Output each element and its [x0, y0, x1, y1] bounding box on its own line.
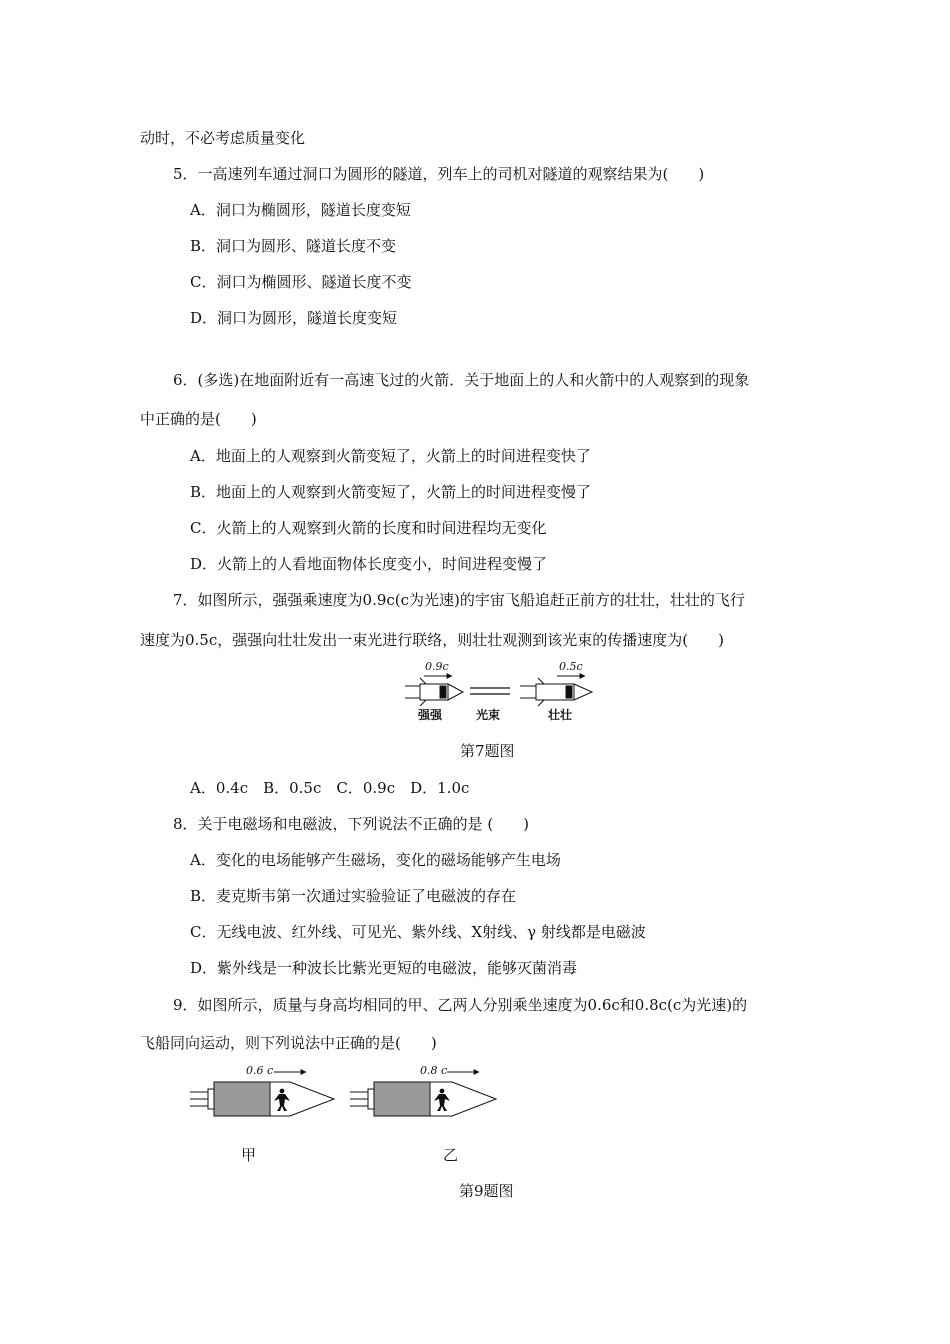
question-6-option-b: B．地面上的人观察到火箭变短了，火箭上的时间进程变慢了 [190, 483, 592, 501]
fig9-label-left: 甲 [241, 1146, 257, 1164]
continued-text: 动时，不必考虑质量变化 [140, 129, 306, 147]
fig7-speed-left: 0.9c [425, 660, 449, 673]
fig9-speed-left: 0.6 c [246, 1064, 274, 1077]
question-9-stem-line2: 飞船同向运动，则下列说法中正确的是( ) [140, 1034, 437, 1052]
question-6-option-d: D．火箭上的人看地面物体长度变小，时间进程变慢了 [190, 555, 548, 573]
question-8-option-b: B．麦克斯韦第一次通过实验验证了电磁波的存在 [190, 887, 517, 905]
question-7-options: A．0.4c B．0.5c C．0.9c D．1.0c [190, 779, 470, 797]
question-8-option-c: C．无线电波、红外线、可见光、紫外线、X射线、γ 射线都是电磁波 [190, 923, 646, 941]
fig9-speed-right: 0.8 c [420, 1064, 448, 1077]
fig7-label-mid: 光束 [476, 708, 501, 722]
question-7-stem-line1: 7．如图所示，强强乘速度为0.9c(c为光速)的宇宙飞船追赶正前方的壮壮，壮壮的飞行 [173, 591, 745, 609]
question-9-stem-line1: 9．如图所示，质量与身高均相同的甲、乙两人分别乘坐速度为0.6c和0.8c(c为光速)的 [173, 996, 748, 1014]
fig9-caption: 第9题图 [459, 1182, 514, 1200]
question-5-stem: 5．一高速列车通过洞口为圆形的隧道，列车上的司机对隧道的观察结果为( ) [173, 165, 705, 183]
question-6-stem-line1: 6．(多选)在地面附近有一高速飞过的火箭．关于地面上的人和火箭中的人观察到的现象 [173, 371, 750, 389]
fig7-label-left: 强强 [418, 708, 443, 722]
question-6-option-a: A．地面上的人观察到火箭变短了，火箭上的时间进程变快了 [190, 447, 591, 465]
question-8-stem: 8．关于电磁场和电磁波，下列说法不正确的是 ( ) [173, 815, 530, 833]
question-5-option-a: A．洞口为椭圆形，隧道长度变短 [190, 201, 411, 219]
question-8-option-a: A．变化的电场能够产生磁场，变化的磁场能够产生电场 [190, 851, 561, 869]
fig7-label-right: 壮壮 [548, 708, 573, 722]
question-8-option-d: D．紫外线是一种波长比紫光更短的电磁波，能够灭菌消毒 [190, 959, 578, 977]
question-5-option-c: C．洞口为椭圆形、隧道长度不变 [190, 273, 412, 291]
question-6-option-c: C．火箭上的人观察到火箭的长度和时间进程均无变化 [190, 519, 547, 537]
question-6-stem-line2: 中正确的是( ) [140, 410, 257, 428]
question-7-stem-line2: 速度为0.5c，强强向壮壮发出一束光进行联络，则壮壮观测到该光束的传播速度为( ) [140, 631, 724, 649]
fig9-label-right: 乙 [443, 1146, 459, 1164]
fig9-ship-left-icon [190, 1082, 334, 1116]
fig7-speed-right: 0.5c [559, 660, 583, 673]
fig9-ship-right-icon [350, 1082, 496, 1116]
question-5-option-b: B．洞口为圆形、隧道长度不变 [190, 237, 397, 255]
question-5-option-d: D．洞口为圆形，隧道长度变短 [190, 309, 398, 327]
fig7-caption: 第7题图 [460, 742, 515, 760]
